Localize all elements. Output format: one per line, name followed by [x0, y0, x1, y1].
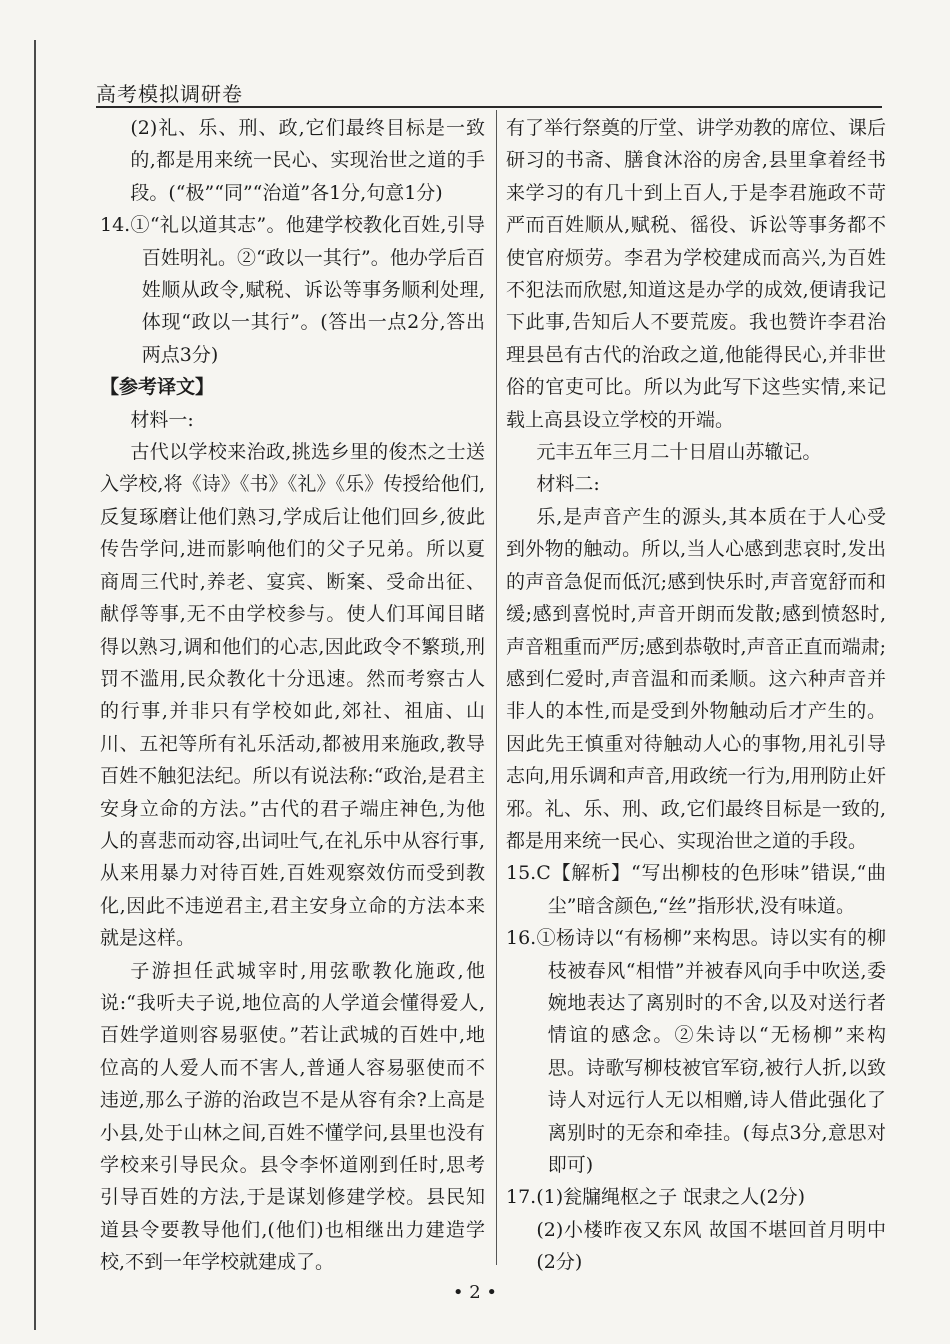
- page-number: • 2 •: [452, 1282, 498, 1303]
- answer-15: 15.C【解析】“写出柳枝的色形味”错误,“曲尘”暗含颜色,“丝”指形状,没有味道。: [506, 862, 886, 917]
- translation-paragraph: 有了举行祭奠的厅堂、讲学劝教的席位、课后研习的书斋、膳食沐浴的房舍,县里拿着经书来学习的有几十到上百人,于是李君施政不苛严而百姓顺从,赋税、徭役、诉讼等事务都不使官府烦劳。李君为学校建成而高兴,为百姓不犯法而欣慰,知道这是办学的成效,便请我记下此事,告知后人不要荒废。我也赞许李君治理县邑有古代的治政之道,他能得民心,并非世俗的官吏可比。所以为此写下这些实情,来记载上高县设立学校的开端。: [506, 117, 887, 431]
- answer-13-part2: (2)礼、乐、刑、政,它们最终目标是一致的,都是用来统一民心、实现治世之道的手段。(“极”“同”“治道”各1分,句意1分): [130, 117, 485, 204]
- reference-translation-heading: 【参考译文】: [100, 376, 215, 399]
- answer-17-part2: (2)小楼昨夜又东风 故国不堪回首月明中(2分): [536, 1218, 886, 1274]
- answer-16: 16.①杨诗以“有杨柳”来构思。诗以实有的柳枝被春风“相惜”并被春风向手中吹送,委婉地表达了离别时的不舍,以及对送行者情谊的感念。②朱诗以“无杨柳”来构思。诗歌写柳枝被官军窃,被行人折,以致诗人对远行人无以相赠,诗人借此强化了离别时的无奈和牵挂。(每点3分,意思对即可): [506, 927, 886, 1176]
- translation-paragraph: 古代以学校来治政,挑选乡里的俊杰之士送入学校,将《诗》《书》《礼》《乐》传授给他们,反复琢磨让他们熟习,学成后让他们回乡,彼此传告学问,进而影响他们的父子兄弟。所以夏商周三代时,养老、宴宾、断案、受命出征、献俘等事,无不由学校参与。使人们耳闻目睹得以熟习,调和他们的心志,因此政令不繁琐,刑罚不滥用,民众教化十分迅速。然而考察古人的行事,并非只有学校如此,郊社、祖庙、山川、五祀等所有礼乐活动,都被用来施政,教导百姓不触犯法纪。所以有说法称:“政治,是君主安身立命的方法。”古代的君子端庄神色,为他人的喜悲而动容,出词吐气,在礼乐中从容行事,从来用暴力对待百姓,百姓观察效仿而受到教化,因此不违逆君主,君主安身立命的方法本来就是这样。: [100, 441, 485, 950]
- translation-paragraph: 乐,是声音产生的源头,其本质在于人心受到外物的触动。所以,当人心感到悲哀时,发出的声音急促而低沉;感到快乐时,声音宽舒而和缓;感到喜悦时,声音开朗而发散;感到愤怒时,声音粗重而严厉;感到恭敬时,声音正直而端肃;感到仁爱时,声音温和而柔顺。这六种声音并非人的本性,而是受到外物触动后才产生的。因此先王慎重对待触动人心的事物,用礼引导志向,用乐调和声音,用政统一行为,用刑防止奸邪。礼、乐、刑、政,它们最终目标是一致的,都是用来统一民心、实现治世之道的手段。: [506, 505, 886, 852]
- material-one-heading: 材料一:: [130, 408, 194, 431]
- header-rule: [96, 106, 882, 108]
- answer-17-part1: 17.(1)瓮牖绳枢之子 氓隶之人(2分): [506, 1186, 806, 1209]
- left-column: [100, 112, 485, 1279]
- answer-14: 14.①“礼以道其志”。他建学校教化百姓,引导百姓明礼。②“政以一其行”。他办学后百姓顺从政令,赋税、诉讼等事务顺利处理,体现“政以一其行”。(答出一点2分,答出两点3分): [100, 214, 485, 366]
- binding-margin-line: [34, 40, 36, 1330]
- translation-paragraph: 子游担任武城宰时,用弦歌教化施政,他说:“我听夫子说,地位高的人学道会懂得爱人,百姓学道则容易驱使。”若让武城的百姓中,地位高的人爱人而不害人,普通人容易驱使而不违逆,那么子游的治政岂不是从容有余?上高是小县,处于山林之间,百姓不懂学问,县里也没有学校来引导民众。县令李怀道刚到任时,思考引导百姓的方法,于是谋划修建学校。县民知道县令要教导他们,(他们)也相继出力建造学校,不到一年学校就建成了。: [100, 959, 485, 1274]
- page-header-title: 高考模拟调研卷: [96, 82, 243, 106]
- right-column: [506, 112, 886, 1279]
- material-two-heading: 材料二:: [536, 473, 600, 496]
- column-divider: [496, 110, 497, 1265]
- translation-signature: 元丰五年三月二十日眉山苏辙记。: [536, 441, 822, 464]
